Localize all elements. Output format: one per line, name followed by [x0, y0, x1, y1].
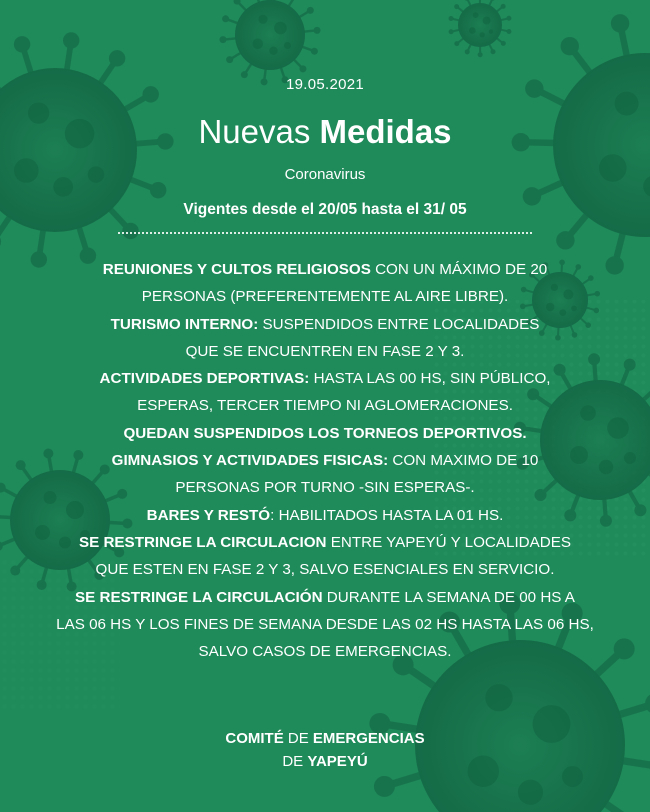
title-light: Nuevas [198, 113, 311, 150]
subtitle: Coronavirus [284, 166, 366, 183]
measure-line: QUE ESTEN EN FASE 2 Y 3, SALVO ESENCIALES EN SERVICIO. [95, 561, 555, 579]
measure-line: SALVO CASOS DE EMERGENCIAS. [198, 643, 452, 661]
measure-line: PERSONAS POR TURNO -SIN ESPERAS-. [175, 479, 475, 497]
dotted-divider [118, 232, 532, 234]
measure-line: TURISMO INTERNO: SUSPENDIDOS ENTRE LOCALIDADES [110, 315, 540, 333]
footer-line-1: COMITÉ DE EMERGENCIAS [225, 730, 425, 747]
validity-period: Vigentes desde el 20/05 hasta el 31/ 05 [183, 201, 467, 218]
date: 19.05.2021 [285, 76, 365, 93]
measure-line: LAS 06 HS Y LOS FINES DE SEMANA DESDE LAS 02 HS HASTA LAS 06 HS, [56, 615, 594, 633]
measure-line: ESPERAS, TERCER TIEMPO NI AGLOMERACIONES. [137, 397, 513, 415]
footer-line-2: DE YAPEYÚ [282, 753, 368, 770]
measure-line: QUEDAN SUSPENDIDOS LOS TORNEOS DEPORTIVOS. [123, 424, 527, 442]
measure-line: SE RESTRINGE LA CIRCULACIÓN DURANTE LA SEMANA DE 00 HS A [75, 588, 575, 606]
measure-line: GIMNASIOS Y ACTIVIDADES FISICAS: CON MAXIMO DE 10 [111, 452, 539, 470]
footer-signature [0, 727, 650, 773]
measure-line: ACTIVIDADES DEPORTIVAS: HASTA LAS 00 HS, SIN PÚBLICO, [99, 370, 551, 388]
measure-line: QUE SE ENCUENTREN EN FASE 2 Y 3. [185, 342, 465, 360]
measure-line: SE RESTRINGE LA CIRCULACION ENTRE YAPEYÚ Y LOCALIDADES [78, 533, 571, 551]
measures-list [30, 256, 620, 665]
measure-line: BARES Y RESTÓ: HABILITADOS HASTA LA 01 HS. [146, 506, 504, 524]
measure-line: REUNIONES Y CULTOS RELIGIOSOS CON UN MÁXIMO DE 20 [102, 261, 548, 278]
measure-line: PERSONAS (PREFERENTEMENTE AL AIRE LIBRE). [141, 288, 509, 306]
page-title [0, 112, 650, 152]
title-bold: Medidas [319, 113, 452, 150]
